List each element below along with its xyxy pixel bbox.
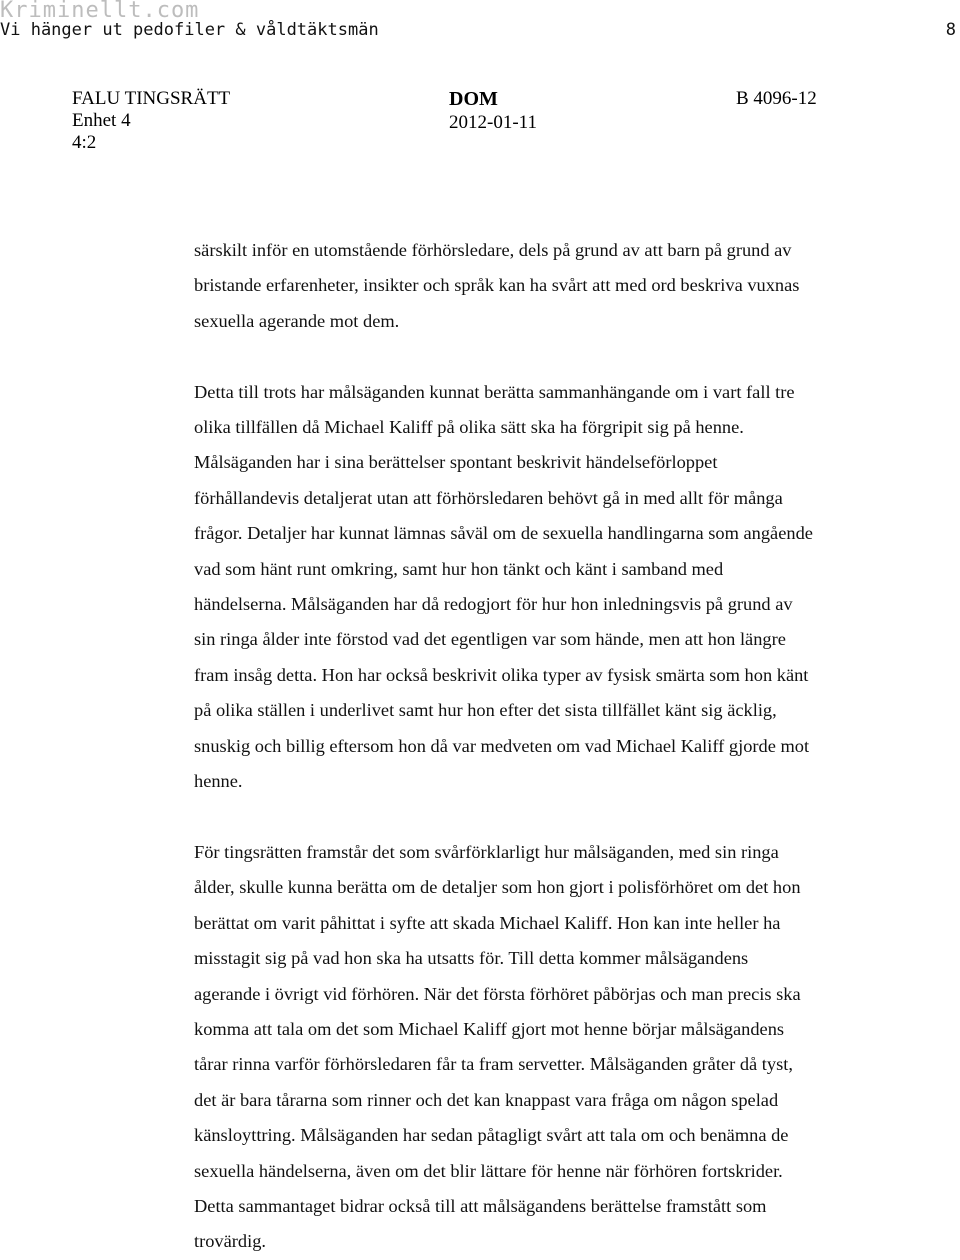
text-line: vad som hänt runt omkring, samt hur hon tänkt och känt i samband med bbox=[194, 558, 724, 579]
text-line: olika tillfällen då Michael Kaliff på olika sätt ska ha förgripit sig på henne. bbox=[194, 417, 744, 438]
case-number: B 4096-12 bbox=[736, 88, 817, 109]
text-line: fram insåg detta. Hon har också beskrivit olika typer av fysisk smärta som hon känt bbox=[194, 664, 809, 685]
court-name: FALU TINGSRÄTT bbox=[72, 88, 231, 109]
text-line: det är bara tårarna som rinner och det kan knappast vara fråga om någon spelad bbox=[194, 1089, 779, 1110]
text-line: Detta till trots har målsäganden kunnat berätta sammanhängande om i vart fall tre bbox=[194, 381, 795, 402]
text-line: trovärdig. bbox=[194, 1231, 267, 1252]
text-line: Målsäganden har i sina berättelser spontant beskrivit händelseförloppet bbox=[194, 452, 718, 473]
text-line: sexuella händelserna, även om det blir lättare för henne när förhören fortskrider. bbox=[194, 1160, 783, 1181]
paragraph bbox=[194, 835, 894, 1260]
site-name: Kriminellt.com bbox=[0, 0, 200, 23]
text-line: snuskig och billig eftersom hon då var medveten om vad Michael Kaliff gjorde mot bbox=[194, 735, 810, 756]
text-line: komma att tala om det som Michael Kaliff gjort mot henne börjar målsägandens bbox=[194, 1018, 785, 1039]
text-line: händelserna. Målsäganden har då redogjort för hur hon inledningsvis på grund av bbox=[194, 594, 793, 615]
text-line: henne. bbox=[194, 771, 243, 792]
paragraph bbox=[194, 233, 894, 339]
text-line: känsloyttring. Målsäganden har sedan påtagligt svårt att tala om och benämna de bbox=[194, 1125, 789, 1146]
text-line: sin ringa ålder inte förstod vad det egentligen var som hände, men att hon längre bbox=[194, 629, 786, 650]
court-unit: Enhet 4 bbox=[72, 110, 131, 131]
document-body bbox=[194, 233, 894, 1260]
site-header bbox=[0, 0, 960, 48]
text-line: Detta sammantaget bidrar också till att målsägandens berättelse framstått som bbox=[194, 1195, 767, 1216]
page-reference: 4:2 bbox=[72, 132, 97, 153]
text-line: berättat om varit påhittat i syfte att skada Michael Kaliff. Hon kan inte heller ha bbox=[194, 912, 781, 933]
text-line: misstagit sig på vad hon ska ha utsatts för. Till detta kommer målsägandens bbox=[194, 948, 749, 969]
document-header bbox=[0, 88, 960, 168]
text-line: bristande erfarenheter, insikter och språk kan ha svårt att med ord beskriva vuxnas bbox=[194, 275, 800, 296]
text-line: särskilt inför en utomstående förhörsledare, dels på grund av att barn på grund av bbox=[194, 240, 792, 260]
court-block bbox=[72, 88, 230, 154]
text-line: agerande i övrigt vid förhören. När det första förhöret påbörjas och man precis ska bbox=[194, 983, 801, 1004]
text-line: på olika ställen i underlivet samt hur hon efter det sista tillfället känt sig äcklig, bbox=[194, 700, 777, 721]
text-line: ålder, skulle kunna berätta om de detaljer som hon gjort i polisförhöret om det hon bbox=[194, 877, 801, 898]
document-date: 2012-01-11 bbox=[449, 112, 537, 133]
page-number: 8 bbox=[945, 20, 956, 40]
doc-type-block bbox=[449, 88, 537, 134]
document-type: DOM bbox=[449, 88, 498, 110]
text-line: För tingsrätten framstår det som svårförklarligt hur målsäganden, med sin ringa bbox=[194, 841, 779, 862]
text-line: sexuella agerande mot dem. bbox=[194, 310, 400, 331]
text-line: frågor. Detaljer har kunnat lämnas såväl om de sexuella handlingarna som angående bbox=[194, 523, 813, 544]
site-subtitle: Vi hänger ut pedofiler & våldtäktsmän bbox=[0, 20, 379, 40]
text-line: förhållandevis detaljerat utan att förhörsledaren behövt gå in med allt för många bbox=[194, 487, 783, 508]
paragraph bbox=[194, 375, 894, 800]
text-line: tårar rinna varför förhörsledaren får ta fram servetter. Målsäganden gråter då tyst, bbox=[194, 1054, 793, 1075]
